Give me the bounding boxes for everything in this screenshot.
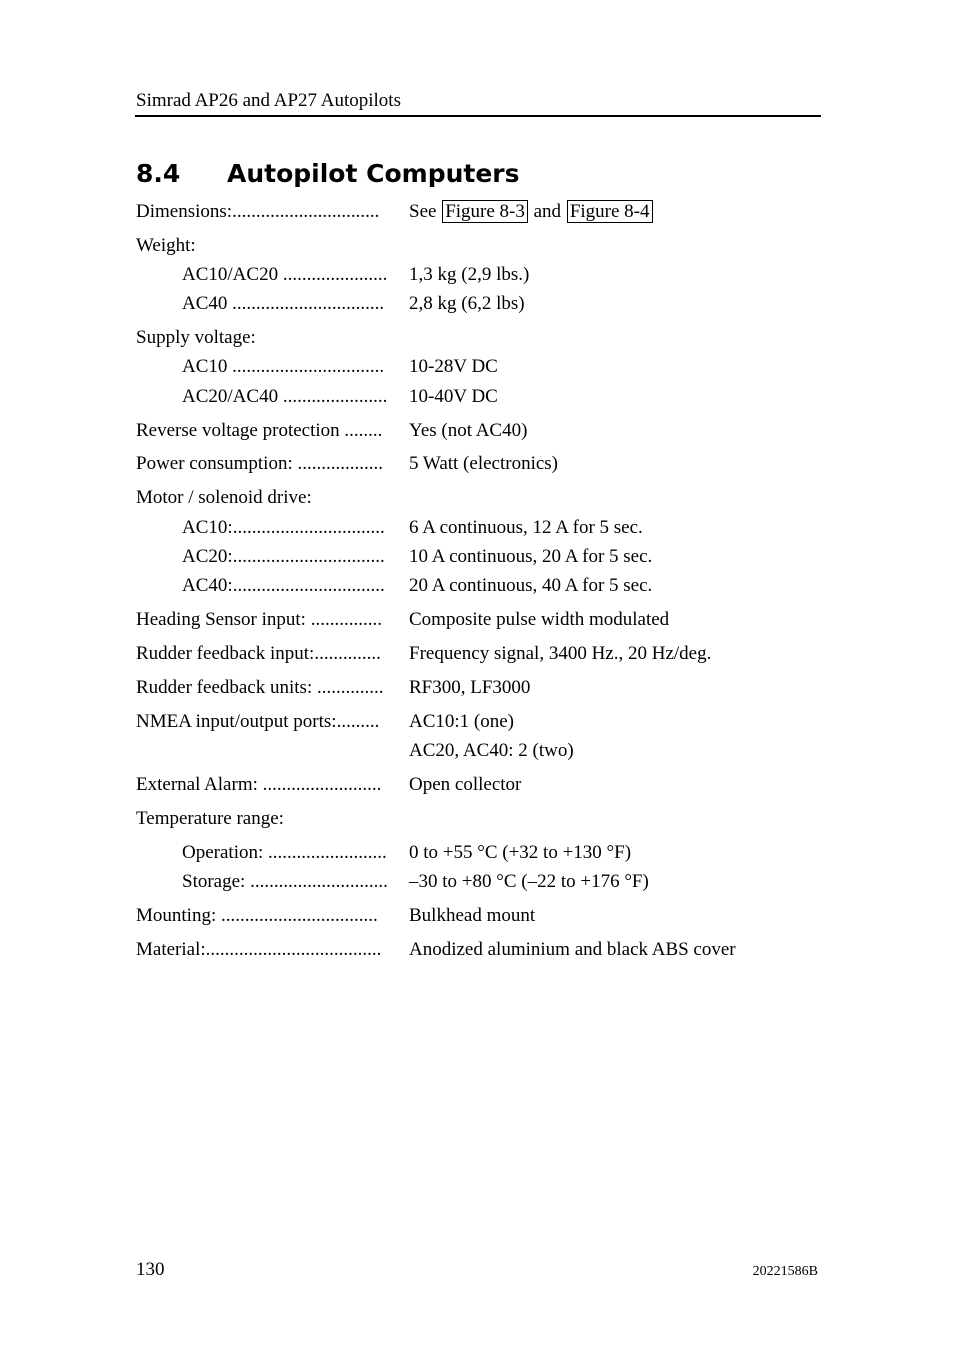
section-heading [136,156,520,192]
dot-leader: .............. [312,677,384,698]
dot-leader: ...................... [278,386,388,407]
dot-leader: ................................ [227,293,385,314]
spec-value: 6 A continuous, 12 A for 5 sec. [409,517,643,538]
spec-label: External Alarm: [136,774,258,795]
spec-label: Rudder feedback units: [136,677,313,698]
dot-leader: ..................................... [205,939,382,960]
spec-label: Motor / solenoid drive: [136,487,312,508]
spec-label: AC20: [182,546,233,567]
section-title: Autopilot Computers [227,159,520,188]
spec-label: AC20/AC40 [182,386,279,407]
spec-value: 2,8 kg (6,2 lbs) [409,293,525,314]
section-number: 8.4 [136,159,181,188]
spec-label: Storage: [182,871,246,892]
dot-leader: ...................... [278,264,388,285]
spec-label: AC10: [182,517,233,538]
spec-value: RF300, LF3000 [409,677,531,698]
spec-label: Material: [136,939,206,960]
header-rule [135,115,821,117]
spec-label: Temperature range: [136,808,284,829]
dot-leader: ............................... [232,201,380,222]
dot-leader: ........ [339,420,383,441]
spec-value: AC20, AC40: 2 (two) [409,740,574,761]
spec-label: Weight: [136,235,196,256]
spec-label: NMEA input/output ports: [136,711,337,732]
spec-value: 10-28V DC [409,356,498,377]
spec-value: AC10:1 (one) [409,711,515,732]
spec-value: 5 Watt (electronics) [409,453,559,474]
spec-value: 10 A continuous, 20 A for 5 sec. [409,546,653,567]
spec-label: Mounting: [136,905,217,926]
spec-label: AC10/AC20 [182,264,279,285]
spec-value: 10-40V DC [409,386,498,407]
spec-label: Dimensions: [136,201,233,222]
dot-leader: ............... [305,609,382,630]
dot-leader: .................. [292,453,383,474]
running-header: Simrad AP26 and AP27 Autopilots [136,90,401,111]
page-number: 130 [136,1259,165,1280]
spec-value: 20 A continuous, 40 A for 5 sec. [409,575,653,596]
spec-value: 1,3 kg (2,9 lbs.) [409,264,530,285]
spec-value: Composite pulse width modulated [409,609,670,630]
spec-label: Supply voltage: [136,327,256,348]
spec-label: Power consumption: [136,453,293,474]
spec-value: Anodized aluminium and black ABS cover [409,939,736,960]
spec-label: Rudder feedback input: [136,643,315,664]
spec-value-prefix: See [409,201,442,222]
document-number: 20221586B [752,1264,818,1279]
figure-8-3-link[interactable]: Figure 8-3 [442,200,528,223]
dot-leader: ......................... [257,774,382,795]
spec-value: Bulkhead mount [409,905,536,926]
spec-value: 0 to +55 °C (+32 to +130 °F) [409,842,632,863]
spec-value: Yes (not AC40) [409,420,528,441]
dot-leader: ......... [336,711,380,732]
dot-leader: ................................ [227,356,385,377]
spec-value: Open collector [409,774,522,795]
dot-leader: ................................ [232,546,385,567]
spec-value: –30 to +80 °C (–22 to +176 °F) [409,871,649,892]
figure-8-4-link[interactable]: Figure 8-4 [567,200,653,223]
spec-label: AC40 [182,293,228,314]
dot-leader: ................................ [232,517,385,538]
spec-label: Reverse voltage protection [136,420,340,441]
spec-label: AC10 [182,356,228,377]
spec-label: Heading Sensor input: [136,609,306,630]
spec-value: Frequency signal, 3400 Hz., 20 Hz/deg. [409,643,712,664]
spec-value-mid: and [528,201,566,222]
dot-leader: ................................. [216,905,378,926]
dot-leader: ............................. [245,871,388,892]
dot-leader: ......................... [263,842,387,863]
spec-label: Operation: [182,842,264,863]
dot-leader: .............. [314,643,381,664]
spec-label: AC40: [182,575,233,596]
dot-leader: ................................ [232,575,385,596]
